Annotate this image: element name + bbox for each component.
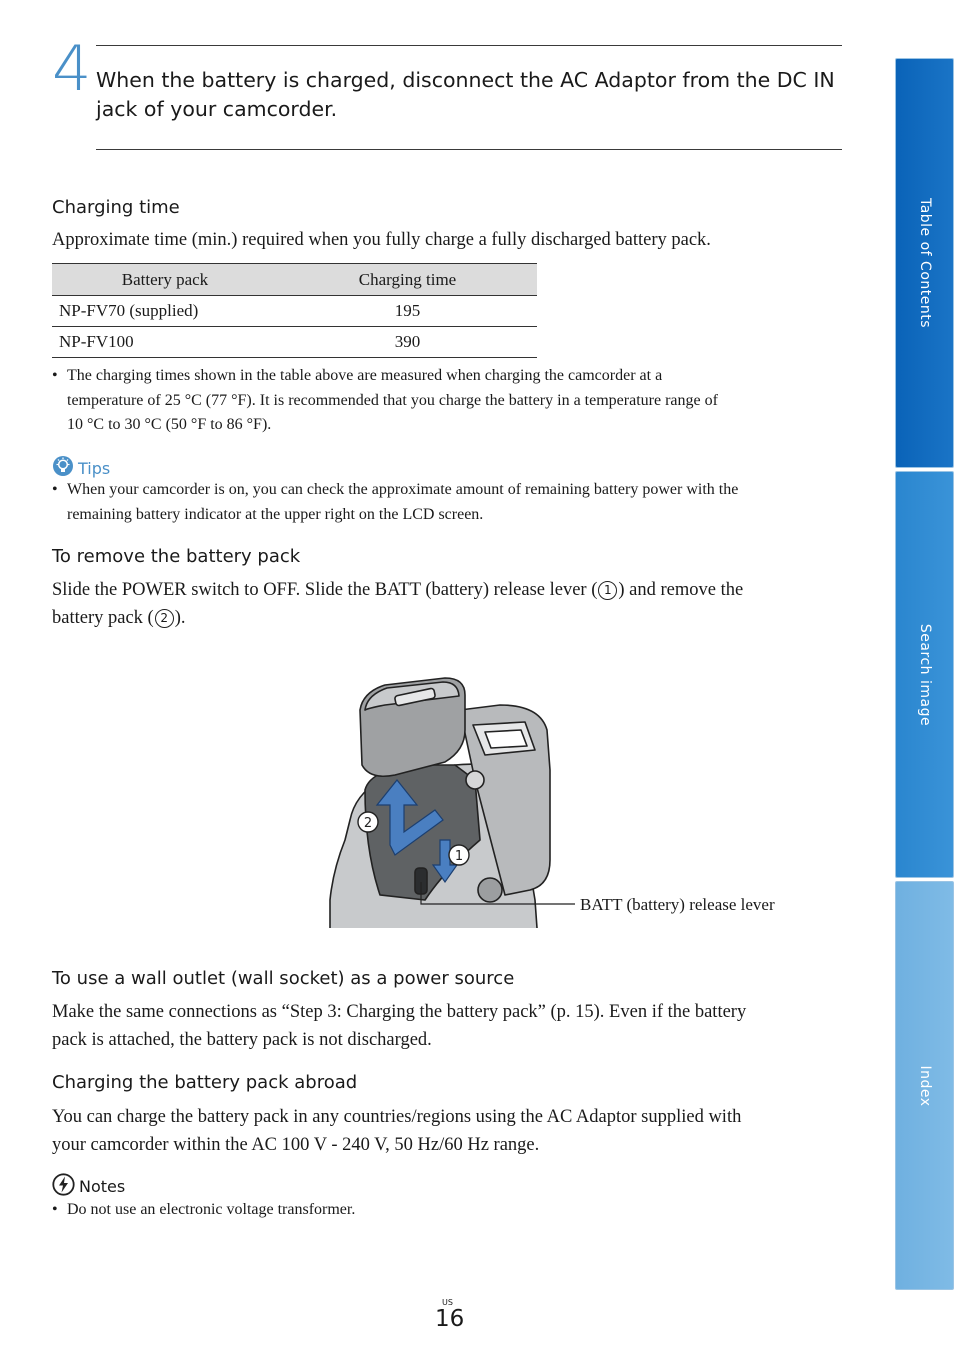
note-line: temperature of 25 °C (77 °F). It is recommended that you charge the battery in a temperature range of [67,391,718,409]
abroad-heading: Charging the battery pack abroad [52,1072,358,1093]
remove-text: ) and remove the [618,580,744,600]
tips-line: When your camcorder is on, you can check the approximate amount of remaining battery power with the [67,481,739,498]
table-cell: 195 [278,296,537,327]
tips-item [52,478,842,527]
notes-label: Notes [79,1177,126,1196]
step-number: 4 [52,32,92,105]
warning-icon [52,1173,75,1200]
notes-item [52,1198,842,1223]
remove-text: ). [174,608,186,628]
note-line: 10 °C to 30 °C (50 °F to 86 °F). [67,416,272,433]
table-cell: NP-FV70 (supplied) [52,296,278,327]
table-header-row [52,264,537,296]
table-header: Charging time [278,264,537,296]
tab-index[interactable] [895,881,954,1290]
figure-marker-2: 2 [363,816,373,831]
abroad-line: You can charge the battery pack in any countries/regions using the AC Adaptor supplied with [52,1107,742,1127]
charging-time-note [52,364,842,438]
notes-heading [52,1173,125,1200]
tab-search-image[interactable] [895,471,954,878]
charging-time-intro: Approximate time (min.) required when you fully charge a fully discharged battery pack. [52,230,711,250]
wall-line: Make the same connections as “Step 3: Charging the battery pack” (p. 15). Even if the battery [52,1002,747,1022]
tips-line: remaining battery indicator at the upper right on the LCD screen. [67,505,484,523]
marker-1: 1 [598,581,617,600]
remove-text: battery pack ( [52,608,154,628]
side-navigation [895,58,954,1290]
battery-removal-illustration [325,670,580,928]
page-region: US [442,1298,453,1307]
wall-heading: To use a wall outlet (wall socket) as a power source [52,968,515,989]
remove-heading: To remove the battery pack [52,546,301,567]
notes-line: Do not use an electronic voltage transformer. [67,1201,356,1218]
remove-text: Slide the POWER switch to OFF. Slide the BATT (battery) release lever ( [52,580,598,600]
abroad-paragraph [52,1103,842,1159]
table-header: Battery pack [52,264,278,296]
abroad-line: your camcorder within the AC 100 V - 240 V, 50 Hz/60 Hz range. [52,1135,540,1155]
page-number: 16 [435,1306,465,1332]
charging-time-table [52,263,537,358]
remove-paragraph [52,576,842,632]
tab-label: Search image [916,623,933,726]
bullet: • [52,481,58,498]
table-row [52,327,537,358]
tab-label: Table of Contents [916,197,933,329]
figure-marker-1: 1 [454,849,464,864]
charging-time-heading: Charging time [52,197,180,218]
bullet: • [52,367,58,384]
wall-paragraph [52,998,842,1054]
table-cell: 390 [278,327,537,358]
tab-table-of-contents[interactable] [895,58,954,468]
table-cell: NP-FV100 [52,327,278,358]
step-text: When the battery is charged, disconnect the AC Adaptor from the DC IN jack of your camcorder. [96,68,835,121]
tab-label: Index [916,1064,933,1107]
tips-label: Tips [78,458,111,478]
bullet: • [52,1201,58,1218]
top-rule [96,45,842,46]
bottom-rule [96,149,842,150]
marker-2: 2 [155,609,174,628]
batt-release-callout: BATT (battery) release lever [580,895,775,914]
table-row [52,296,537,327]
note-line: The charging times shown in the table above are measured when charging the camcorder at a [67,367,663,384]
wall-line: pack is attached, the battery pack is not discharged. [52,1030,432,1050]
